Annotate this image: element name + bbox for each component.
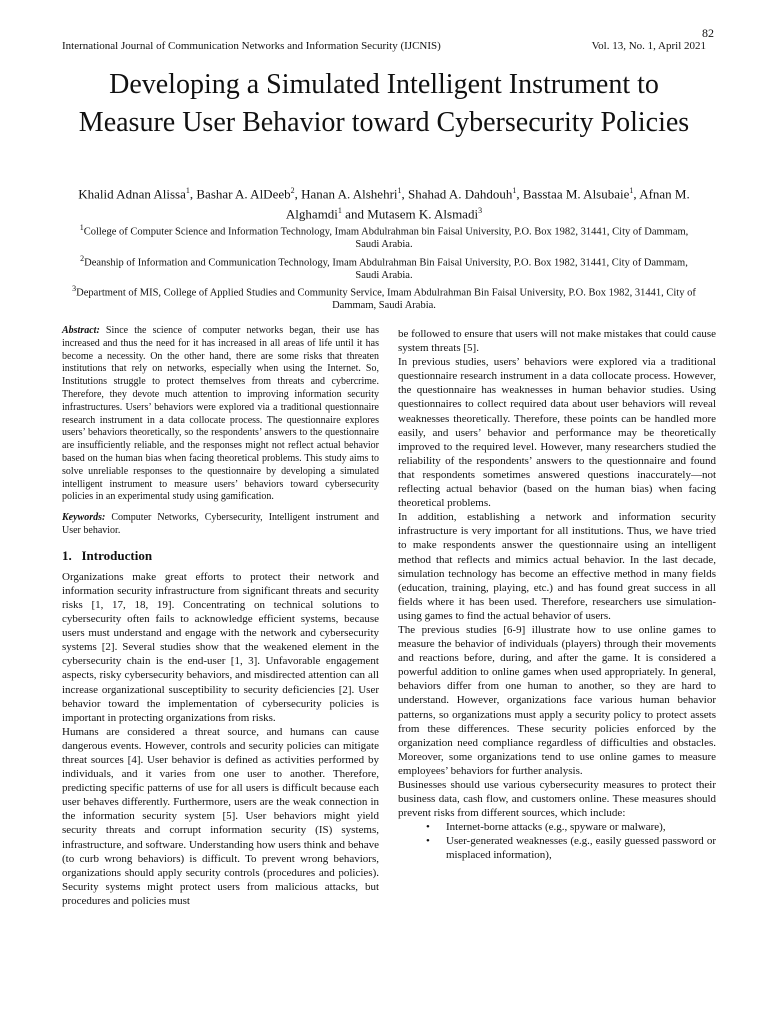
keywords bbox=[62, 512, 379, 538]
affiliation-mark: 1 bbox=[79, 223, 84, 232]
bullet-marker: • bbox=[426, 821, 430, 834]
author-separator: , bbox=[633, 186, 640, 202]
body-paragraph: Businesses should use various cybersecurity measures to protect their business data, cash flow, and customers online. These measures should prevent risks from different sources, which include: bbox=[398, 779, 716, 820]
author-affiliation-mark: 1 bbox=[629, 186, 634, 195]
keywords-text: Computer Networks, Cybersecurity, Intelligent instrument and User behavior. bbox=[62, 512, 380, 536]
author-name: Afnan M. Alghamdi bbox=[285, 186, 690, 222]
right-column bbox=[398, 327, 716, 863]
section-number: 1. bbox=[62, 547, 72, 563]
affiliation bbox=[70, 222, 698, 252]
author-separator: , bbox=[516, 186, 523, 202]
author-affiliation-mark: 2 bbox=[290, 186, 295, 195]
list-item-text: User-generated weaknesses (e.g., easily guessed password or misplaced information), bbox=[446, 835, 716, 862]
author-separator: , bbox=[294, 186, 302, 202]
keywords-label: Keywords: bbox=[62, 512, 106, 524]
body-paragraph: In previous studies, users’ behaviors were explored via a traditional questionnaire research instrument in a data collocate process. However, the questionnaire has weaknesses in human behavior studies. Using questionnaires to collect required data about user behaviors will reveal weaknesses theoretically. Therefore, these points can be handled more easily, and users’ behavior and performance may be theoretically improved to the required level. However, many researchers studied the reliability of the respondents’ answers to the questionnaire and found that respondents sometimes answered questions inaccurately—not reflecting actual behavior (based on the human bias) when facing theoretical problems. bbox=[398, 356, 716, 510]
author-name: Mutasem K. Alsmadi bbox=[367, 206, 479, 222]
affiliation-text: Department of MIS, College of Applied Studies and Community Service, Imam Abdulrahman Bin Faisal University, P.O. Box 1982, 31441, City of Dammam, Saudi Arabia. bbox=[76, 287, 696, 311]
body-paragraph: Organizations make great efforts to protect their network and information security infrastructure from significant threats and security risks [1, 17, 18, 19]. Concentrating on technical solutions to cybersecurity often fails to acknowledge efficient systems, because users must understand and engage with the network and cybersecurity systems [2]. Several studies show that the weakened element in the cybersecurity chain is the end-user [1, 3]. Unfavorable engagement aspects, risky cybersecurity behaviors, and misdirected attention can all increase organizational susceptibility to security deficiencies [2]. User behavior toward the implementation of cybersecurity policies is important in protecting organizations from risks. bbox=[62, 570, 379, 724]
author-affiliation-mark: 3 bbox=[478, 206, 483, 216]
abstract-label: Abstract: bbox=[62, 325, 100, 336]
section-title: Introduction bbox=[81, 547, 153, 563]
bullet-marker: • bbox=[426, 835, 430, 848]
author-name: Bashar A. AlDeeb bbox=[196, 186, 291, 202]
body-paragraph: The previous studies [6-9] illustrate how to use online games to measure the behavior of individuals (players) through their movements and reactions before, during, and after the game. It is considered a powerful addition to online games when used appropriately. In general, behaviors differ from one human to another, so they are hard to understand. However, organizations face various human behavior patterns, so organizations must apply a security policy to protect assets from these differences. These security policies enforced by the organization need compliance regardless of difficulties and obstacles. Moreover, some organizations tend to use online games to measure employees’ behaviors for further analysis. bbox=[398, 623, 716, 777]
author-name: Khalid Adnan Alissa bbox=[78, 186, 186, 202]
risk-source-list bbox=[398, 820, 716, 862]
author-name: Shahad A. Dahdouh bbox=[408, 186, 513, 202]
affiliation bbox=[70, 283, 698, 313]
affiliation-mark: 3 bbox=[72, 284, 77, 293]
left-column bbox=[62, 325, 379, 908]
author-separator: , bbox=[189, 186, 197, 202]
affiliation-mark: 2 bbox=[80, 253, 85, 263]
journal-volume: Vol. 13, No. 1, April 2021 bbox=[591, 40, 706, 52]
author-affiliation-mark: 1 bbox=[337, 206, 342, 216]
journal-header bbox=[62, 40, 706, 52]
affiliation bbox=[70, 253, 698, 283]
author-separator: , bbox=[401, 186, 409, 202]
list-item bbox=[426, 834, 716, 862]
abstract-text: Since the science of computer networks began, their use has increased and thus the need for it has increased in all areas of life until it has become a necessity. On the other hand, there are some risks that threaten institutions that rely on networks, especially when using the Internet. So, Institutions struggle to protect themselves from threats and cybercrime. Therefore, they devote much attention to improving information security infrastructures. Users’ behaviors were explored via a traditional questionnaire research instrument in a data collocate process. The questionnaire explores users’ behaviors theoretically, so the respondents’ answers to the questionnaire are insufficiently reliable, and the responses might not reflect actual behavior based on the human bias when facing theoretical problems. This study aims to solve unreliable responses to the questionnaire by developing a simulated intelligent instrument to measure users’ behaviors toward cybersecurity policies in an experimental study using gamification. bbox=[62, 325, 379, 503]
page-number: 82 bbox=[702, 26, 714, 40]
author-affiliation-mark: 1 bbox=[185, 186, 190, 195]
body-paragraph: Humans are considered a threat source, and humans can cause dangerous events. However, controls and security policies can mitigate threat sources [4]. User behavior is defined as activities performed by individuals, and it varies from one user to another. Therefore, predicting specific patterns of use for all users is difficult because each user behaves differently. Furthermore, users are the weak connection in the information security system [5]. User behaviors might yield security threats and corrupt information security (IS) systems, infrastructure, and software. Understanding how users think and behave (to curb wrong behaviors) is difficult. To prevent wrong behaviors, organizations should apply security controls (procedures and policies). Security systems might protect users from malicious attacks, but procedures and policies must bbox=[62, 725, 379, 907]
affiliation-text: College of Computer Science and Information Technology, Imam Abdulrahman bin Faisal University, P.O. Box 1982, 31441, City of Dammam, Saudi Arabia. bbox=[83, 226, 689, 250]
affiliation-text: Deanship of Information and Communication Technology, Imam Abdulrahman Bin Faisal University, P.O. Box 1982, 31441, City of Dammam, Saudi Arabia. bbox=[84, 257, 688, 281]
affiliation-list bbox=[70, 222, 698, 314]
journal-name: International Journal of Communication Networks and Information Security (IJCNIS) bbox=[62, 40, 441, 52]
body-paragraph: In addition, establishing a network and information security infrastructure is very important for all institutions. Thus, we have tried to make respondents answer the questionnaire using an intelligent method that reflects and mimics actual behavior. In the last decade, simulation technology has become an effective method in many fields (education, training, playing, etc.) and has found great success in all fields where it has been used. Therefore, researchers use simulation-using games to find the actual behavior of users. bbox=[398, 511, 716, 622]
author-list bbox=[60, 182, 708, 223]
list-item bbox=[426, 820, 716, 834]
abstract bbox=[62, 325, 379, 504]
author-affiliation-mark: 1 bbox=[512, 186, 517, 195]
author-name: Basstaa M. Alsubaie bbox=[522, 186, 630, 202]
section-heading-introduction bbox=[62, 548, 379, 564]
body-paragraph: be followed to ensure that users will not make mistakes that could cause system threats [5]. bbox=[398, 328, 716, 355]
author-affiliation-mark: 1 bbox=[397, 186, 402, 195]
author-name: Hanan A. Alshehri bbox=[301, 186, 398, 202]
list-item-text: Internet-borne attacks (e.g., spyware or malware), bbox=[446, 821, 666, 834]
author-separator: and bbox=[341, 206, 368, 222]
paper-title: Developing a Simulated Intelligent Instrument to Measure User Behavior toward Cybersecurity Policies bbox=[78, 69, 690, 138]
